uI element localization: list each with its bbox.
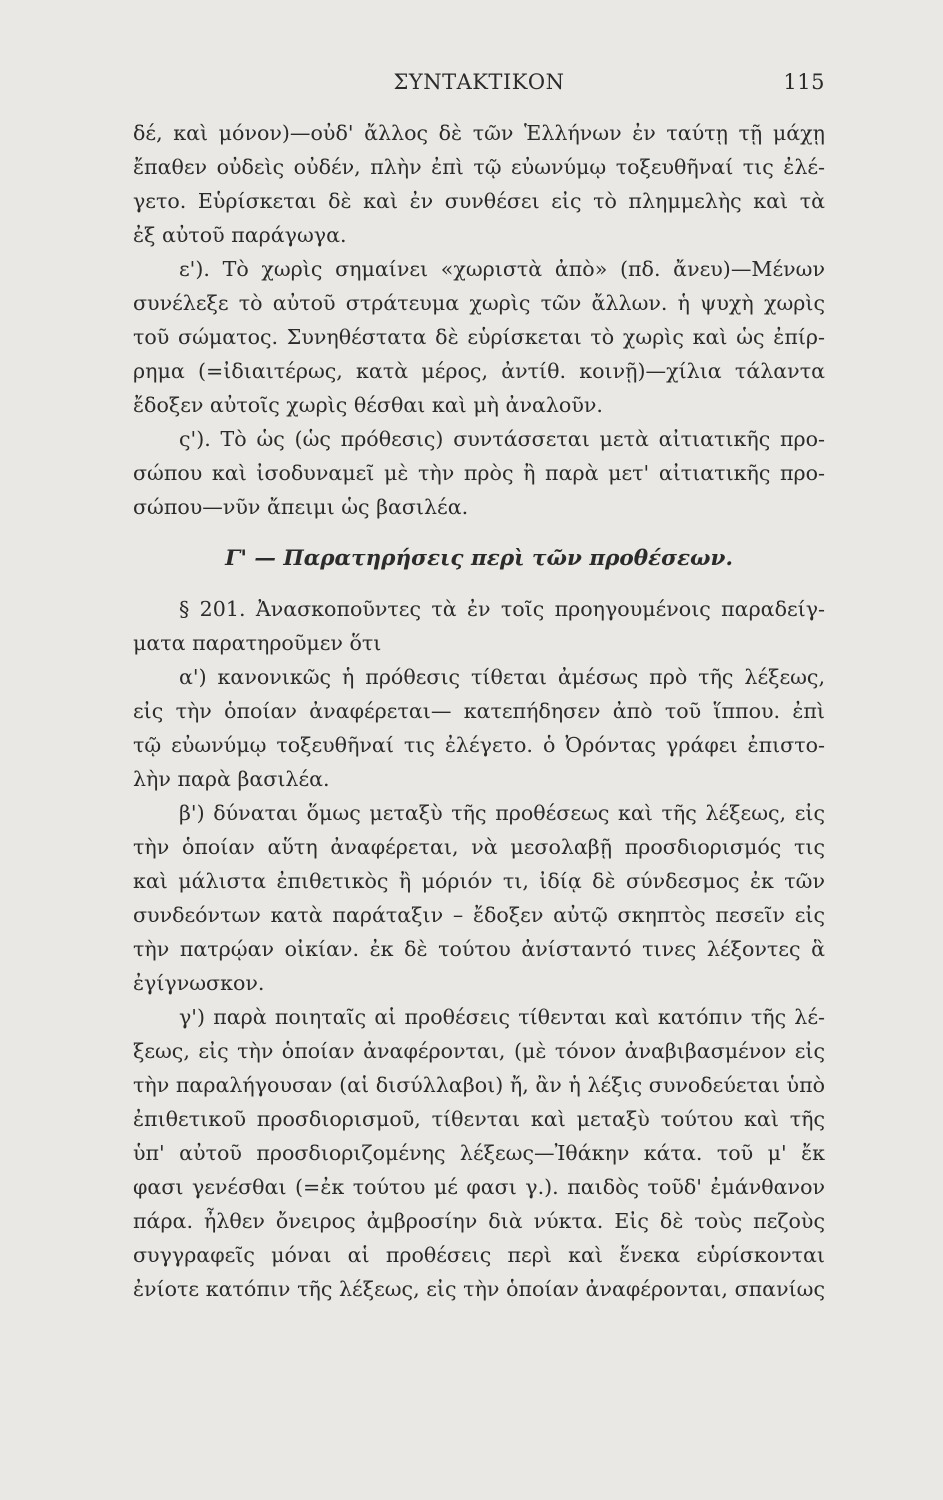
text-line: α') κανονικῶς ἡ πρόθεσις τίθεται ἀμέσως πρὸ τῆς λέξεως,	[179, 665, 825, 689]
text-line: ὑπ' αὐτοῦ προσδιοριζομένης λέξεως—Ἰθάκην κάτα. τοῦ μ' ἔκ	[133, 1141, 825, 1165]
text-line: ἐξ αὐτοῦ παράγωγα.	[133, 223, 347, 247]
text-line: καὶ μάλιστα ἐπιθετικὸς ἢ μόριόν τι, ἰδίᾳ δὲ σύνδεσμος ἐκ τῶν	[133, 869, 825, 893]
page-number: 115	[783, 70, 825, 94]
running-head-title: ΣΥΝΤΑΚΤΙΚΟΝ	[393, 70, 565, 94]
text-line: ἔπαθεν οὐδεὶς οὐδέν, πλὴν ἐπὶ τῷ εὐωνύμῳ τοξευθῆναί τις ἐλέ-	[133, 155, 825, 179]
text-line: ς'). Τὸ ὡς (ὡς πρόθεσις) συντάσσεται μετὰ αἰτιατικῆς προ-	[179, 427, 825, 451]
text-line: ε'). Τὸ χωρὶς σημαίνει «χωριστὰ ἀπὸ» (πδ. ἄνευ)—Μένων	[179, 257, 825, 281]
text-line: συνέλεξε τὸ αὐτοῦ στράτευμα χωρὶς τῶν ἄλλων. ἡ ψυχὴ χωρὶς	[133, 291, 825, 315]
text-line: σώπου καὶ ἰσοδυναμεῖ μὲ τὴν πρὸς ἢ παρὰ μετ' αἰτιατικῆς προ-	[133, 461, 825, 485]
text-line: λὴν παρὰ βασιλέα.	[133, 767, 330, 791]
text-line: ἐνίοτε κατόπιν τῆς λέξεως, εἰς τὴν ὁποίαν ἀναφέρονται, σπανίως	[133, 1277, 825, 1301]
text-line: ἔδοξεν αὐτοῖς χωρὶς θέσθαι καὶ μὴ ἀναλοῦν.	[133, 393, 603, 417]
text-line: § 201. Ἀνασκοποῦντες τὰ ἐν τοῖς προηγουμένοις παραδείγ-	[179, 597, 825, 621]
text-line: τοῦ σώματος. Συνηθέστατα δὲ εὑρίσκεται τὸ χωρὶς καὶ ὡς ἐπίρ-	[133, 325, 825, 349]
text-line: δέ, καὶ μόνον)—οὐδ' ἄλλος δὲ τῶν Ἑλλήνων ἐν ταύτῃ τῇ μάχῃ	[133, 121, 825, 145]
text-line: β') δύναται ὅμως μεταξὺ τῆς προθέσεως καὶ τῆς λέξεως, εἰς	[179, 801, 825, 825]
text-line: γετο. Εὑρίσκεται δὲ καὶ ἐν συνθέσει εἰς τὸ πλημμελὴς καὶ τὰ	[133, 189, 825, 213]
text-line: γ') παρὰ ποιηταῖς αἱ προθέσεις τίθενται καὶ κατόπιν τῆς λέ-	[179, 1005, 825, 1029]
text-line: τὴν πατρῴαν οἰκίαν. ἐκ δὲ τούτου ἀνίσταντό τινες λέξοντες ἃ	[133, 937, 825, 961]
text-line: ρημα (=ἰδιαιτέρως, κατὰ μέρος, ἀντίθ. κοινῇ)—χίλια τάλαντα	[133, 359, 825, 383]
text-line: τὴν παραλήγουσαν (αἱ δισύλλαβοι) ἤ, ἂν ἡ λέξις συνοδεύεται ὑπὸ	[133, 1073, 825, 1097]
text-line: φασι γενέσθαι (=ἐκ τούτου μέ φασι γ.). παιδὸς τοῦδ' ἐμάνθανον	[133, 1175, 825, 1199]
section-heading: Γ' — Παρατηρήσεις περὶ τῶν προθέσεων.	[225, 546, 733, 571]
text-line: τῷ εὐωνύμῳ τοξευθῆναί τις ἐλέγετο. ὁ Ὀρόντας γράφει ἐπιστο-	[133, 733, 825, 757]
text-line: συνδεόντων κατὰ παράταξιν – ἔδοξεν αὐτῷ σκηπτὸς πεσεῖν εἰς	[133, 903, 825, 927]
text-line: ξεως, εἰς τὴν ὁποίαν ἀναφέρονται, (μὲ τόνον ἀναβιβασμένον εἰς	[133, 1039, 825, 1063]
text-line: εἰς τὴν ὁποίαν ἀναφέρεται— κατεπήδησεν ἀπὸ τοῦ ἵππου. ἐπὶ	[133, 699, 825, 723]
text-line: ματα παρατηροῦμεν ὅτι	[133, 631, 382, 655]
text-line: σώπου—νῦν ἄπειμι ὡς βασιλέα.	[133, 495, 469, 519]
body-text	[133, 116, 825, 1306]
text-line: ἐπιθετικοῦ προσδιορισμοῦ, τίθενται καὶ μεταξὺ τούτου καὶ τῆς	[133, 1107, 825, 1131]
text-line: συγγραφεῖς μόναι αἱ προθέσεις περὶ καὶ ἕνεκα εὑρίσκονται	[133, 1243, 825, 1267]
text-line: τὴν ὁποίαν αὕτη ἀναφέρεται, νὰ μεσολαβῇ προσδιορισμός τις	[133, 835, 825, 859]
text-line: πάρα. ἦλθεν ὄνειρος ἀμβροσίην διὰ νύκτα. Εἰς δὲ τοὺς πεζοὺς	[133, 1209, 825, 1233]
running-head	[133, 70, 825, 104]
text-line: ἐγίγνωσκον.	[133, 971, 265, 995]
